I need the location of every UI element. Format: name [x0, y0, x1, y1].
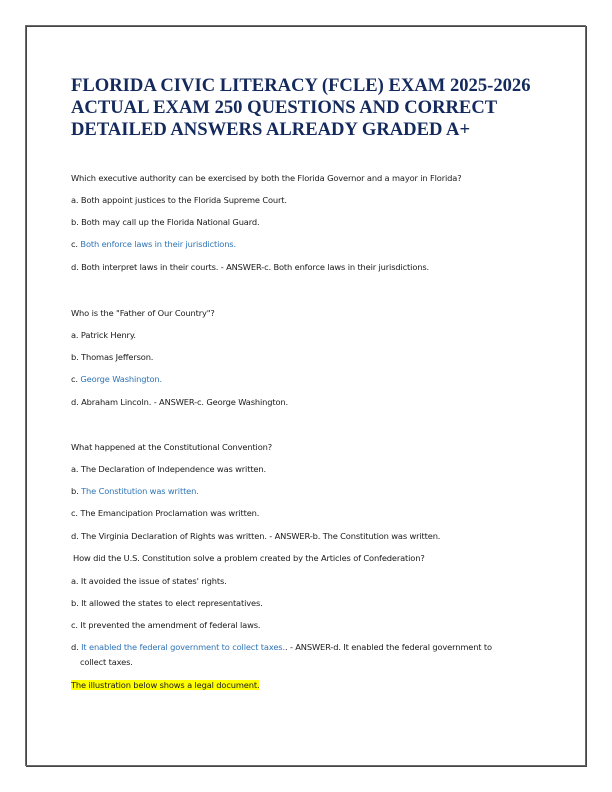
question-3-option-d: [71, 531, 440, 541]
question-4-option-d: [71, 642, 492, 652]
question-3-option-b: [71, 486, 199, 496]
option-letter: d.: [71, 531, 79, 541]
question-3-text: What happened at the Constitutional Convention?: [71, 442, 273, 452]
option-text: The Emancipation Proclamation was written.: [80, 508, 260, 518]
option-text: It allowed the states to elect representatives.: [81, 598, 263, 608]
question-2-text: Who is the "Father of Our Country"?: [71, 308, 215, 318]
question-4-option-c: [71, 620, 260, 630]
question-2-option-b: [71, 352, 153, 362]
document-title: [71, 75, 551, 141]
title-line-2: ACTUAL EXAM 250 QUESTIONS AND CORRECT: [71, 97, 498, 118]
option-letter: a.: [71, 330, 79, 340]
correct-option-text: George Washington.: [80, 374, 162, 384]
option-letter: c.: [71, 620, 78, 630]
option-letter: b.: [71, 598, 79, 608]
question-1-option-d: [71, 262, 429, 272]
option-letter: d.: [71, 262, 79, 272]
option-letter: c.: [71, 239, 78, 249]
title-line-3: DETAILED ANSWERS ALREADY GRADED A+: [71, 119, 471, 140]
option-text: Abraham Lincoln.: [81, 397, 152, 407]
option-text: Both interpret laws in their courts.: [81, 262, 219, 272]
question-1-option-b: [71, 217, 259, 227]
question-1-option-c: [71, 239, 236, 249]
option-letter: d.: [71, 642, 79, 652]
option-letter: b.: [71, 486, 79, 496]
answer-text: - ANSWER-c. George Washington.: [151, 397, 288, 407]
highlighted-note-text: The illustration below shows a legal document.: [71, 680, 260, 690]
option-text: Both may call up the Florida National Guard.: [81, 217, 260, 227]
option-letter: b.: [71, 352, 79, 362]
option-letter: b.: [71, 217, 79, 227]
question-4-answer-continuation: collect taxes.: [80, 657, 133, 667]
correct-option-text: Both enforce laws in their jurisdictions.: [80, 239, 236, 249]
option-text: Thomas Jefferson.: [81, 352, 154, 362]
answer-text: . - ANSWER-d. It enabled the federal government to: [284, 642, 492, 652]
question-2-option-c: [71, 374, 162, 384]
answer-text: - ANSWER-c. Both enforce laws in their jurisdictions.: [218, 262, 430, 272]
option-text: The Virginia Declaration of Rights was written.: [81, 531, 267, 541]
option-text: It avoided the issue of states' rights.: [80, 576, 227, 586]
correct-option-text: The Constitution was written.: [81, 486, 199, 496]
question-4-text: How did the U.S. Constitution solve a problem created by the Articles of Confederation?: [73, 553, 425, 563]
question-1-text: Which executive authority can be exercised by both the Florida Governor and a mayor in Florida?: [71, 173, 462, 183]
option-letter: d.: [71, 397, 79, 407]
option-text: It prevented the amendment of federal laws.: [80, 620, 261, 630]
option-letter: a.: [71, 464, 79, 474]
answer-text: - ANSWER-b. The Constitution was written.: [266, 531, 441, 541]
option-letter: a.: [71, 195, 79, 205]
correct-option-text: It enabled the federal government to collect taxes.: [81, 642, 285, 652]
option-letter: c.: [71, 374, 78, 384]
option-text: Patrick Henry.: [80, 330, 136, 340]
question-2-option-a: [71, 330, 136, 340]
title-line-1: FLORIDA CIVIC LITERACY (FCLE) EXAM 2025-2026: [71, 75, 531, 96]
option-letter: a.: [71, 576, 79, 586]
question-1-option-a: [71, 195, 287, 205]
question-3-option-a: [71, 464, 266, 474]
question-2-option-d: [71, 397, 288, 407]
option-text: The Declaration of Independence was written.: [80, 464, 266, 474]
question-3-option-c: [71, 508, 259, 518]
question-4-option-a: [71, 576, 227, 586]
option-text: Both appoint justices to the Florida Supreme Court.: [80, 195, 287, 205]
question-4-option-b: [71, 598, 263, 608]
option-letter: c.: [71, 508, 78, 518]
highlighted-note: [71, 680, 259, 690]
